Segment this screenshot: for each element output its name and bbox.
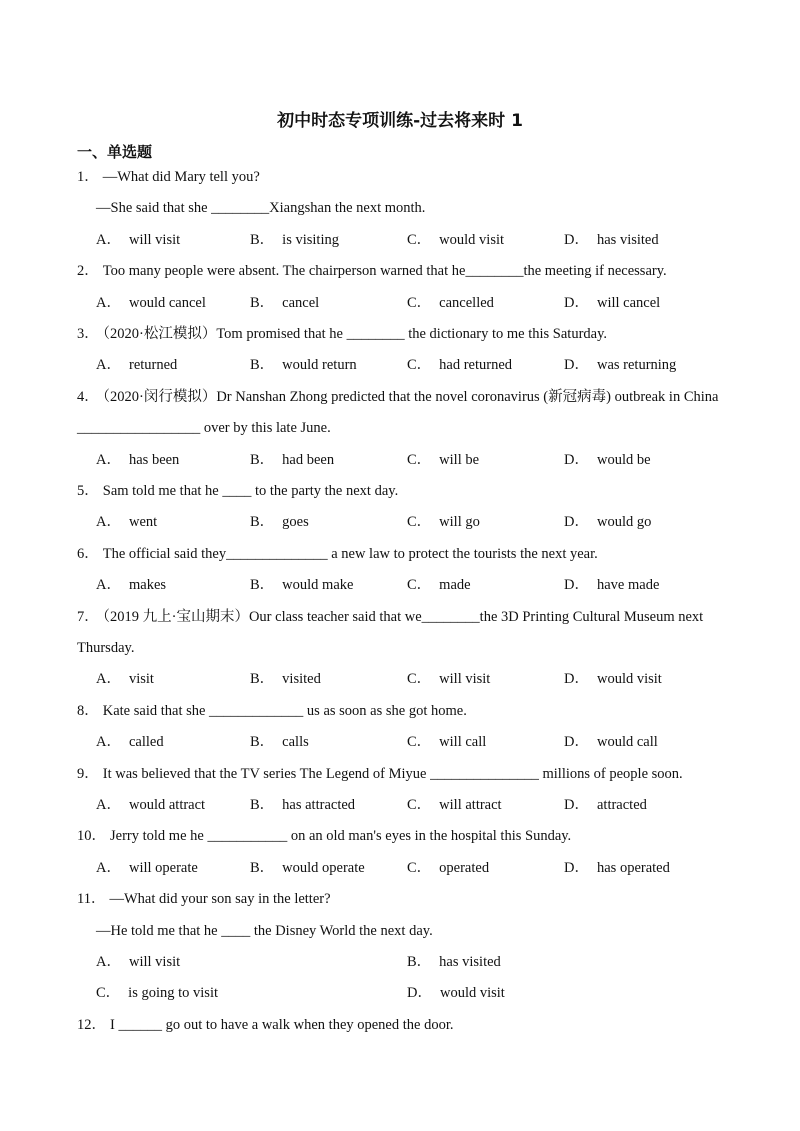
question-line <box>77 168 260 186</box>
page-title: 初中时态专项训练-过去将来时 1 <box>277 111 523 131</box>
option-letter: C． <box>407 797 432 813</box>
option-text: makes <box>128 577 167 594</box>
option-d <box>564 294 660 312</box>
option-text: will attract <box>439 797 502 813</box>
option-d <box>564 796 647 814</box>
question-number: 2． <box>77 263 99 280</box>
option-text: will visit <box>128 954 181 970</box>
option-text: visit <box>128 671 154 688</box>
question-number: 6． <box>77 545 99 562</box>
question-text: （2019 九上·宝山期末）Our class teacher said that we________the 3D Printing Cultural Museum next <box>102 608 704 625</box>
option-text: will operate <box>128 859 198 876</box>
option-c <box>407 796 502 814</box>
option-text: have made <box>596 577 660 594</box>
question-number: 7． <box>77 608 99 625</box>
option-c <box>407 733 486 751</box>
option-d <box>564 451 651 469</box>
question-line <box>77 545 598 563</box>
option-c <box>407 294 494 312</box>
question-number: 10． <box>77 828 106 845</box>
option-letter: A． <box>96 859 121 876</box>
option-b <box>250 294 319 312</box>
question-text: Too many people were absent. The chairperson warned that he________the meeting if necessary. <box>102 263 667 280</box>
option-d <box>564 733 658 751</box>
question-number: 5． <box>77 483 99 499</box>
option-text: will call <box>439 734 487 751</box>
option-letter: D． <box>564 514 589 531</box>
question-text: _________________ over by this late June. <box>77 420 331 437</box>
option-letter: D． <box>564 734 589 751</box>
option-a <box>96 859 198 877</box>
option-a <box>96 796 205 814</box>
option-text: operated <box>439 859 490 876</box>
option-letter: D． <box>564 451 589 468</box>
option-letter: B． <box>250 357 275 374</box>
question-line <box>77 325 607 343</box>
option-text: goes <box>282 514 309 531</box>
option-text: would cancel <box>128 294 206 311</box>
option-letter: D． <box>564 577 589 594</box>
option-b <box>250 513 309 531</box>
question-line <box>77 765 683 783</box>
option-a <box>96 231 180 249</box>
option-letter: A． <box>96 734 121 751</box>
option-text: calls <box>282 734 309 751</box>
option-text: is visiting <box>282 231 339 248</box>
option-text: had been <box>282 451 335 468</box>
option-text: cancel <box>282 294 320 311</box>
option-d <box>407 984 505 1002</box>
option-letter: C． <box>407 294 432 311</box>
option-text: attracted <box>596 797 647 813</box>
option-a <box>96 451 179 469</box>
question-line <box>77 827 571 845</box>
option-letter: D． <box>564 859 589 876</box>
option-text: will visit <box>439 671 491 688</box>
question-line <box>77 262 667 280</box>
option-letter: B． <box>250 734 275 751</box>
option-b <box>250 356 357 374</box>
option-letter: D． <box>564 671 589 688</box>
option-text: was returning <box>596 357 677 374</box>
option-text: would be <box>596 451 651 468</box>
option-text: called <box>128 734 164 751</box>
option-text: would go <box>596 514 652 531</box>
question-text: —He told me that he ____ the Disney World the next day. <box>96 922 433 939</box>
question-text: Sam told me that he ____ to the party the next day. <box>102 483 399 499</box>
option-letter: B． <box>250 797 275 813</box>
option-letter: B． <box>250 451 275 468</box>
option-c <box>96 984 218 1002</box>
option-letter: C． <box>407 734 432 751</box>
option-a <box>96 513 157 531</box>
question-line <box>77 388 718 406</box>
option-b <box>250 859 365 877</box>
option-letter: C． <box>407 231 432 248</box>
option-d <box>564 356 676 374</box>
question-text: Thursday. <box>77 640 135 656</box>
question-line <box>77 639 134 657</box>
option-text: returned <box>128 357 178 374</box>
option-b <box>250 796 355 814</box>
option-b <box>250 733 309 751</box>
option-b <box>250 451 334 469</box>
option-letter: A． <box>96 231 121 248</box>
option-letter: B． <box>250 294 275 311</box>
option-a <box>96 576 166 594</box>
question-text: The official said they______________ a new law to protect the tourists the next year. <box>102 545 598 562</box>
section-heading: 一、单选题 <box>77 143 153 161</box>
question-text: —What did Mary tell you? <box>102 169 260 185</box>
question-line <box>77 1016 454 1034</box>
option-letter: A． <box>96 294 121 311</box>
option-text: would operate <box>282 859 365 876</box>
option-text: would make <box>282 577 354 594</box>
option-letter: D． <box>564 357 589 374</box>
question-text: —What did your son say in the letter? <box>109 891 331 908</box>
question-line <box>96 922 433 940</box>
question-line <box>77 482 398 500</box>
question-text: Jerry told me he ___________ on an old man's eyes in the hospital this Sunday. <box>110 828 572 845</box>
option-c <box>407 859 489 877</box>
option-letter: A． <box>96 797 121 813</box>
option-text: has visited <box>439 954 501 970</box>
option-letter: C． <box>407 859 432 876</box>
option-letter: C． <box>407 357 432 374</box>
option-d <box>564 576 659 594</box>
question-number: 4． <box>77 388 99 405</box>
option-letter: D． <box>564 797 589 813</box>
option-text: visited <box>282 671 321 688</box>
option-letter: B． <box>250 671 275 688</box>
question-number: 1． <box>77 169 99 185</box>
question-text: （2020·松江模拟）Tom promised that he ________ the dictionary to me this Saturday. <box>102 326 608 342</box>
option-text: would visit <box>596 671 662 688</box>
option-letter: A． <box>96 357 121 374</box>
question-number: 8． <box>77 702 99 719</box>
option-text: cancelled <box>439 294 494 311</box>
question-line <box>77 702 467 720</box>
option-d <box>564 859 670 877</box>
option-a <box>96 670 154 688</box>
option-text: would return <box>282 357 357 374</box>
option-d <box>564 231 659 249</box>
option-text: will go <box>439 514 480 531</box>
option-d <box>564 670 662 688</box>
option-letter: B． <box>250 514 275 531</box>
option-letter: C． <box>96 985 121 1002</box>
question-line <box>77 608 703 626</box>
question-line <box>77 419 331 437</box>
option-text: has operated <box>596 859 670 876</box>
option-c <box>407 451 479 469</box>
question-text: —She said that she ________Xiangshan the next month. <box>96 200 426 217</box>
option-letter: A． <box>96 954 121 970</box>
question-text: I ______ go out to have a walk when they opened the door. <box>110 1016 454 1033</box>
option-letter: A． <box>96 671 121 688</box>
option-b <box>250 670 321 688</box>
option-letter: A． <box>96 514 121 531</box>
option-c <box>407 231 504 249</box>
option-letter: D． <box>564 294 589 311</box>
option-text: had returned <box>439 357 513 374</box>
option-text: has been <box>128 451 180 468</box>
option-text: has visited <box>596 231 659 248</box>
option-text: went <box>128 514 158 531</box>
option-text: would visit <box>439 985 505 1002</box>
option-a <box>96 356 177 374</box>
question-line <box>96 199 425 217</box>
option-letter: C． <box>407 577 432 594</box>
option-text: has attracted <box>282 797 356 813</box>
option-letter: C． <box>407 451 432 468</box>
option-b <box>250 231 339 249</box>
option-text: made <box>439 577 471 594</box>
option-b <box>407 953 501 971</box>
option-d <box>564 513 651 531</box>
option-a <box>96 953 180 971</box>
option-text: will cancel <box>596 294 661 311</box>
option-letter: B． <box>250 231 275 248</box>
question-number: 9． <box>77 765 99 782</box>
option-text: would attract <box>128 797 206 813</box>
question-number: 12． <box>77 1016 106 1033</box>
option-a <box>96 733 164 751</box>
option-text: would visit <box>439 231 505 248</box>
question-text: Kate said that she _____________ us as soon as she got home. <box>102 702 467 719</box>
question-text: （2020·闵行模拟）Dr Nanshan Zhong predicted that the novel coronavirus (新冠病毒) outbreak in China <box>102 388 719 405</box>
option-b <box>250 576 353 594</box>
option-letter: A． <box>96 577 121 594</box>
option-a <box>96 294 206 312</box>
question-line <box>77 890 331 908</box>
option-c <box>407 576 471 594</box>
option-letter: A． <box>96 451 121 468</box>
option-text: will be <box>439 451 480 468</box>
option-letter: C． <box>407 671 432 688</box>
option-text: is going to visit <box>128 985 219 1002</box>
question-number: 11． <box>77 891 106 908</box>
option-text: will visit <box>128 231 181 248</box>
option-letter: B． <box>407 954 432 970</box>
question-text: It was believed that the TV series The Legend of Miyue _______________ millions of people soon. <box>102 765 683 782</box>
question-number: 3． <box>77 326 99 342</box>
option-letter: B． <box>250 577 275 594</box>
option-c <box>407 513 480 531</box>
option-c <box>407 670 490 688</box>
option-letter: D． <box>407 985 432 1002</box>
option-letter: D． <box>564 231 589 248</box>
option-letter: C． <box>407 514 432 531</box>
option-c <box>407 356 512 374</box>
option-letter: B． <box>250 859 275 876</box>
option-text: would call <box>596 734 658 751</box>
